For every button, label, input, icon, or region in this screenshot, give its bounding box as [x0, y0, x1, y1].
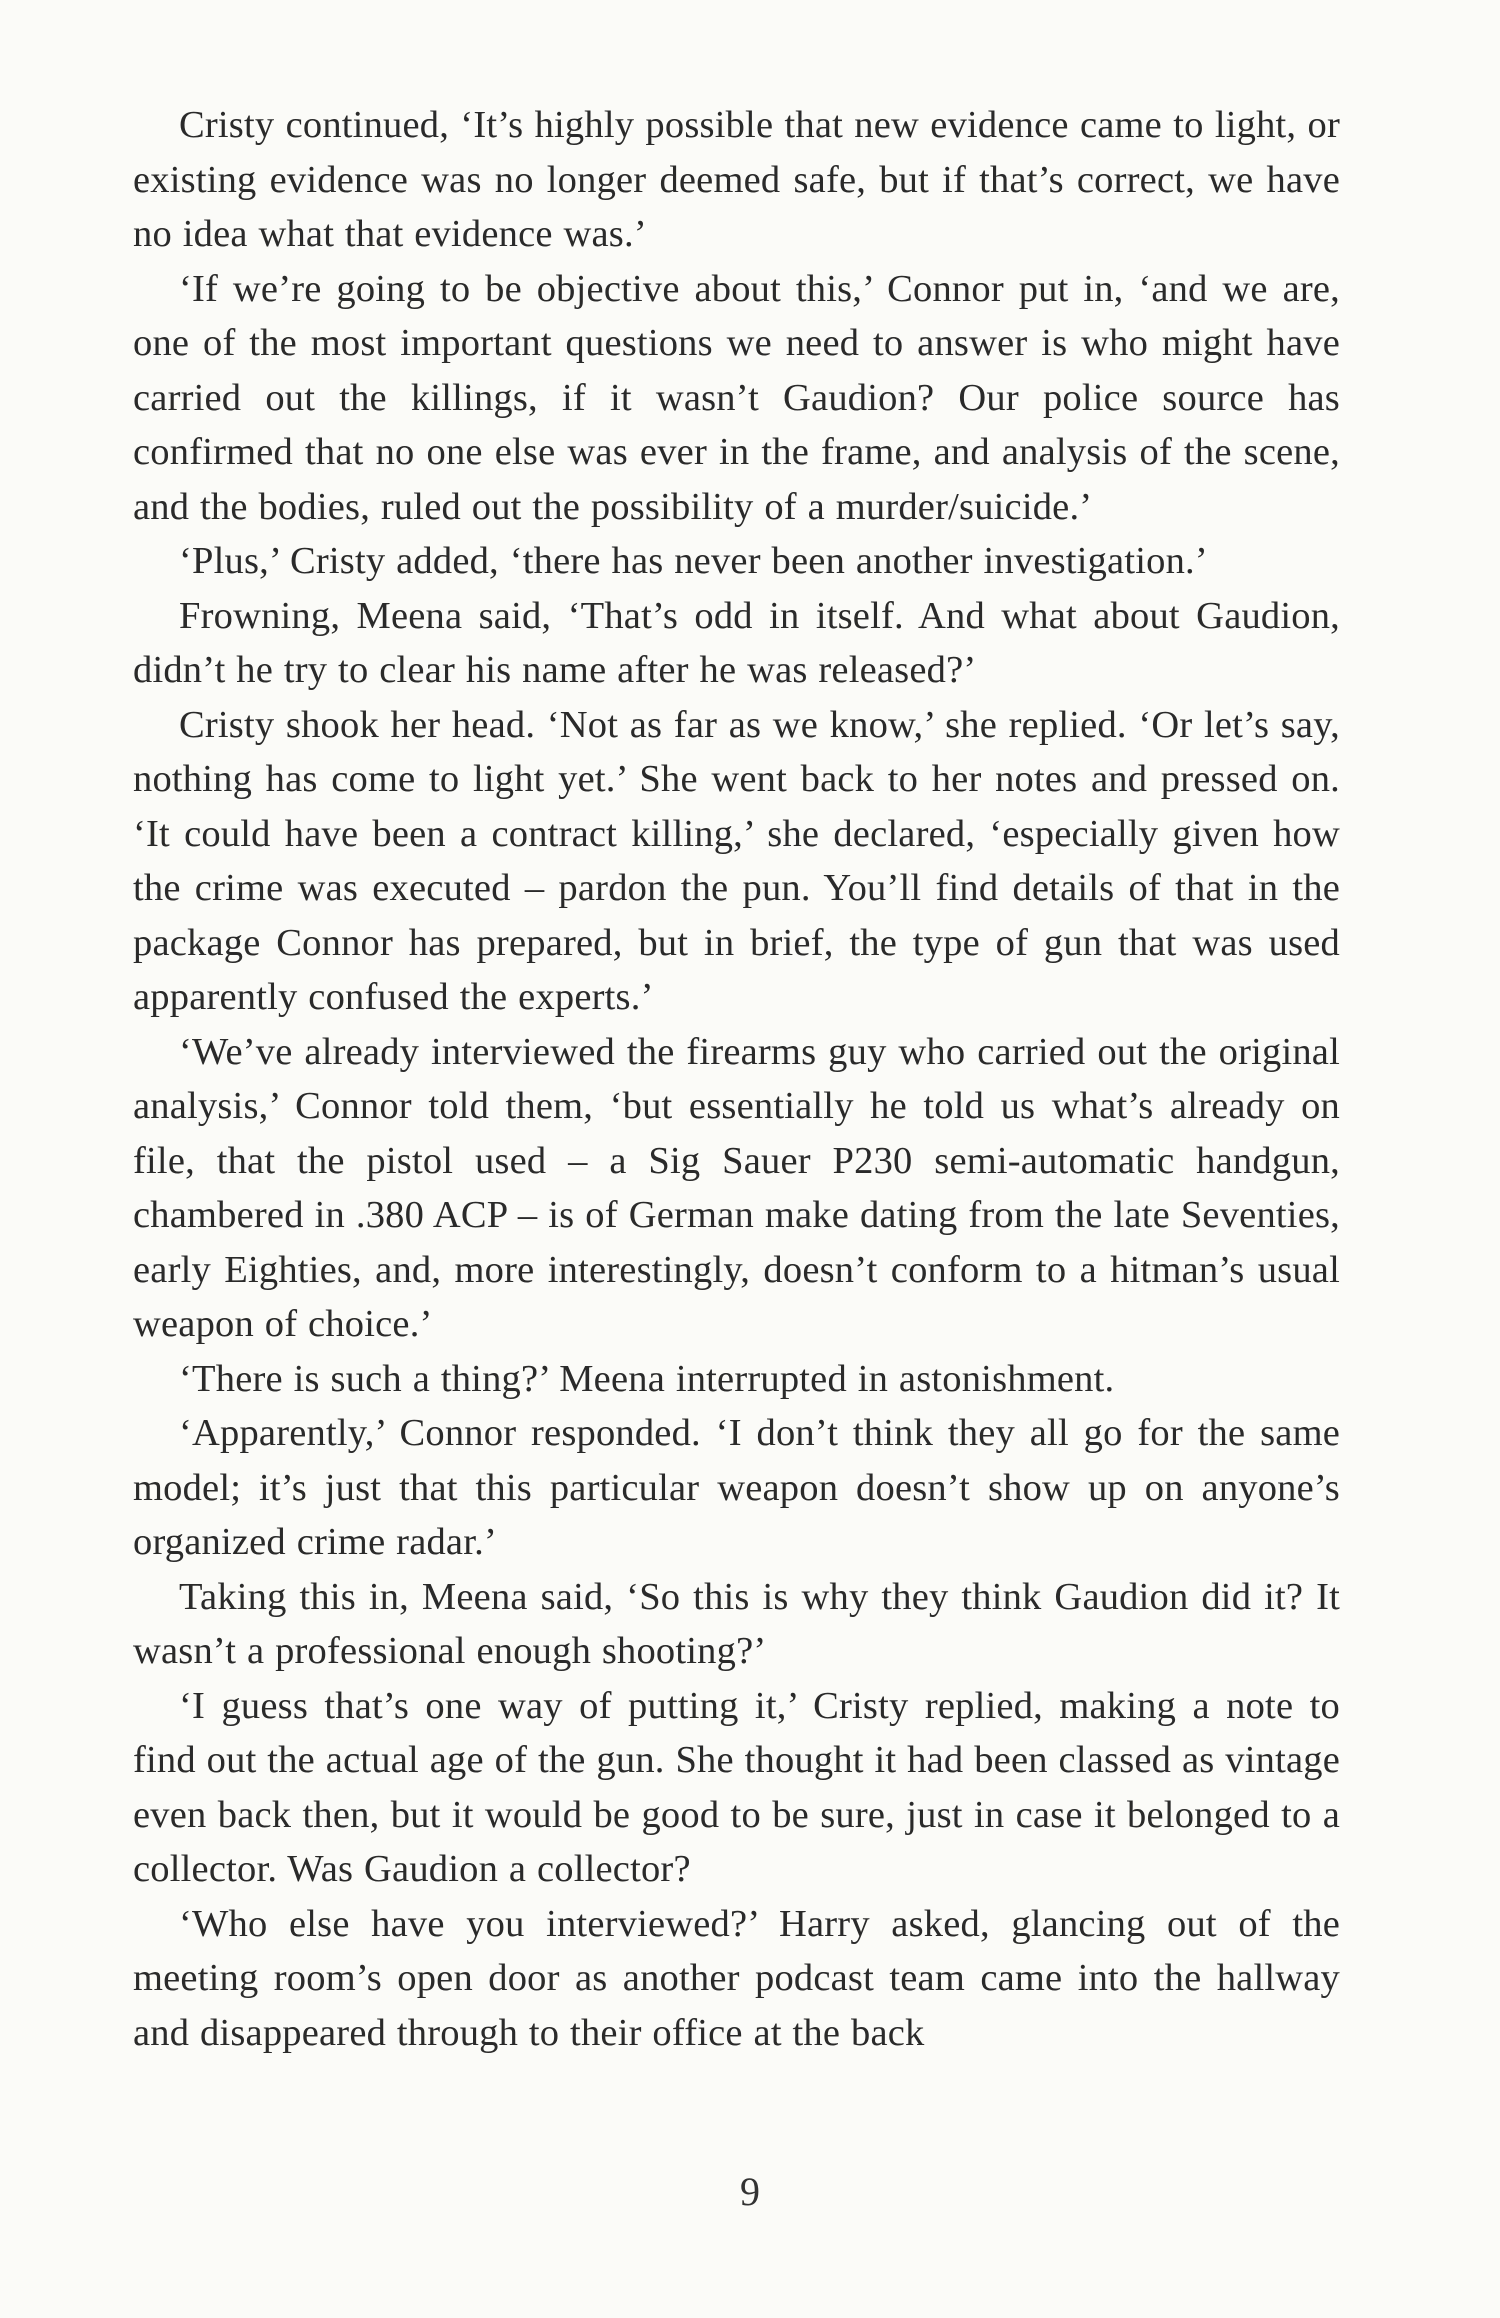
body-text	[133, 98, 1340, 2060]
paragraph-1: Cristy continued, ‘It’s highly possible that new evidence came to light, or existing evidence was no longer deemed safe, but if that’s correct, we have no idea what that evidence was.’	[133, 104, 1340, 255]
paragraph-7: ‘There is such a thing?’ Meena interrupted in astonishment.	[179, 1357, 1115, 1400]
paragraph-5: Cristy shook her head. ‘Not as far as we know,’ she replied. ‘Or let’s say, nothing has come to light yet.’ She went back to her notes and pressed on. ‘It could have been a contract killing,’ she declared, ‘especially given how the crime was executed – pardon the pun. You’ll find details of that in the package Connor has prepared, but in brief, the type of gun that was used apparently confused the experts.’	[133, 703, 1340, 1018]
paragraph-6: ‘We’ve already interviewed the firearms guy who carried out the original analysis,’ Connor told them, ‘but essentially he told us what’s already on file, that the pistol used – a Sig Sauer P230 semi-automatic handgun, chambered in .380 ACP – is of German make dating from the late Seventies, early Eighties, and, more interestingly, doesn’t conform to a hitman’s usual weapon of choice.’	[133, 1030, 1340, 1345]
paragraph-3: ‘Plus,’ Cristy added, ‘there has never been another investigation.’	[179, 540, 1208, 582]
page-number: 9	[740, 2169, 760, 2214]
paragraph-8: ‘Apparently,’ Connor responded. ‘I don’t think they all go for the same model; it’s just that this particular weapon doesn’t show up on anyone’s organized crime radar.’	[133, 1412, 1340, 1563]
paragraph-4: Frowning, Meena said, ‘That’s odd in itself. And what about Gaudion, didn’t he try to clear his name after he was released?’	[133, 594, 1340, 691]
paragraph-9: Taking this in, Meena said, ‘So this is why they think Gaudion did it? It wasn’t a professional enough shooting?’	[133, 1575, 1340, 1672]
paragraph-10: ‘I guess that’s one way of putting it,’ Cristy replied, making a note to find out the actual age of the gun. She thought it had been classed as vintage even back then, but it would be good to be sure, just in case it belonged to a collector. Was Gaudion a collector?	[133, 1684, 1340, 1890]
paragraph-2: ‘If we’re going to be objective about this,’ Connor put in, ‘and we are, one of the most important questions we need to answer is who might have carried out the killings, if it wasn’t Gaudion? Our police source has confirmed that no one else was ever in the frame, and analysis of the scene, and the bodies, ruled out the possibility of a murder/suicide.’	[133, 267, 1340, 528]
paragraph-11: ‘Who else have you interviewed?’ Harry asked, glancing out of the meeting room’s open door as another podcast team came into the hallway and disappeared through to their office at the back	[133, 1902, 1340, 2054]
